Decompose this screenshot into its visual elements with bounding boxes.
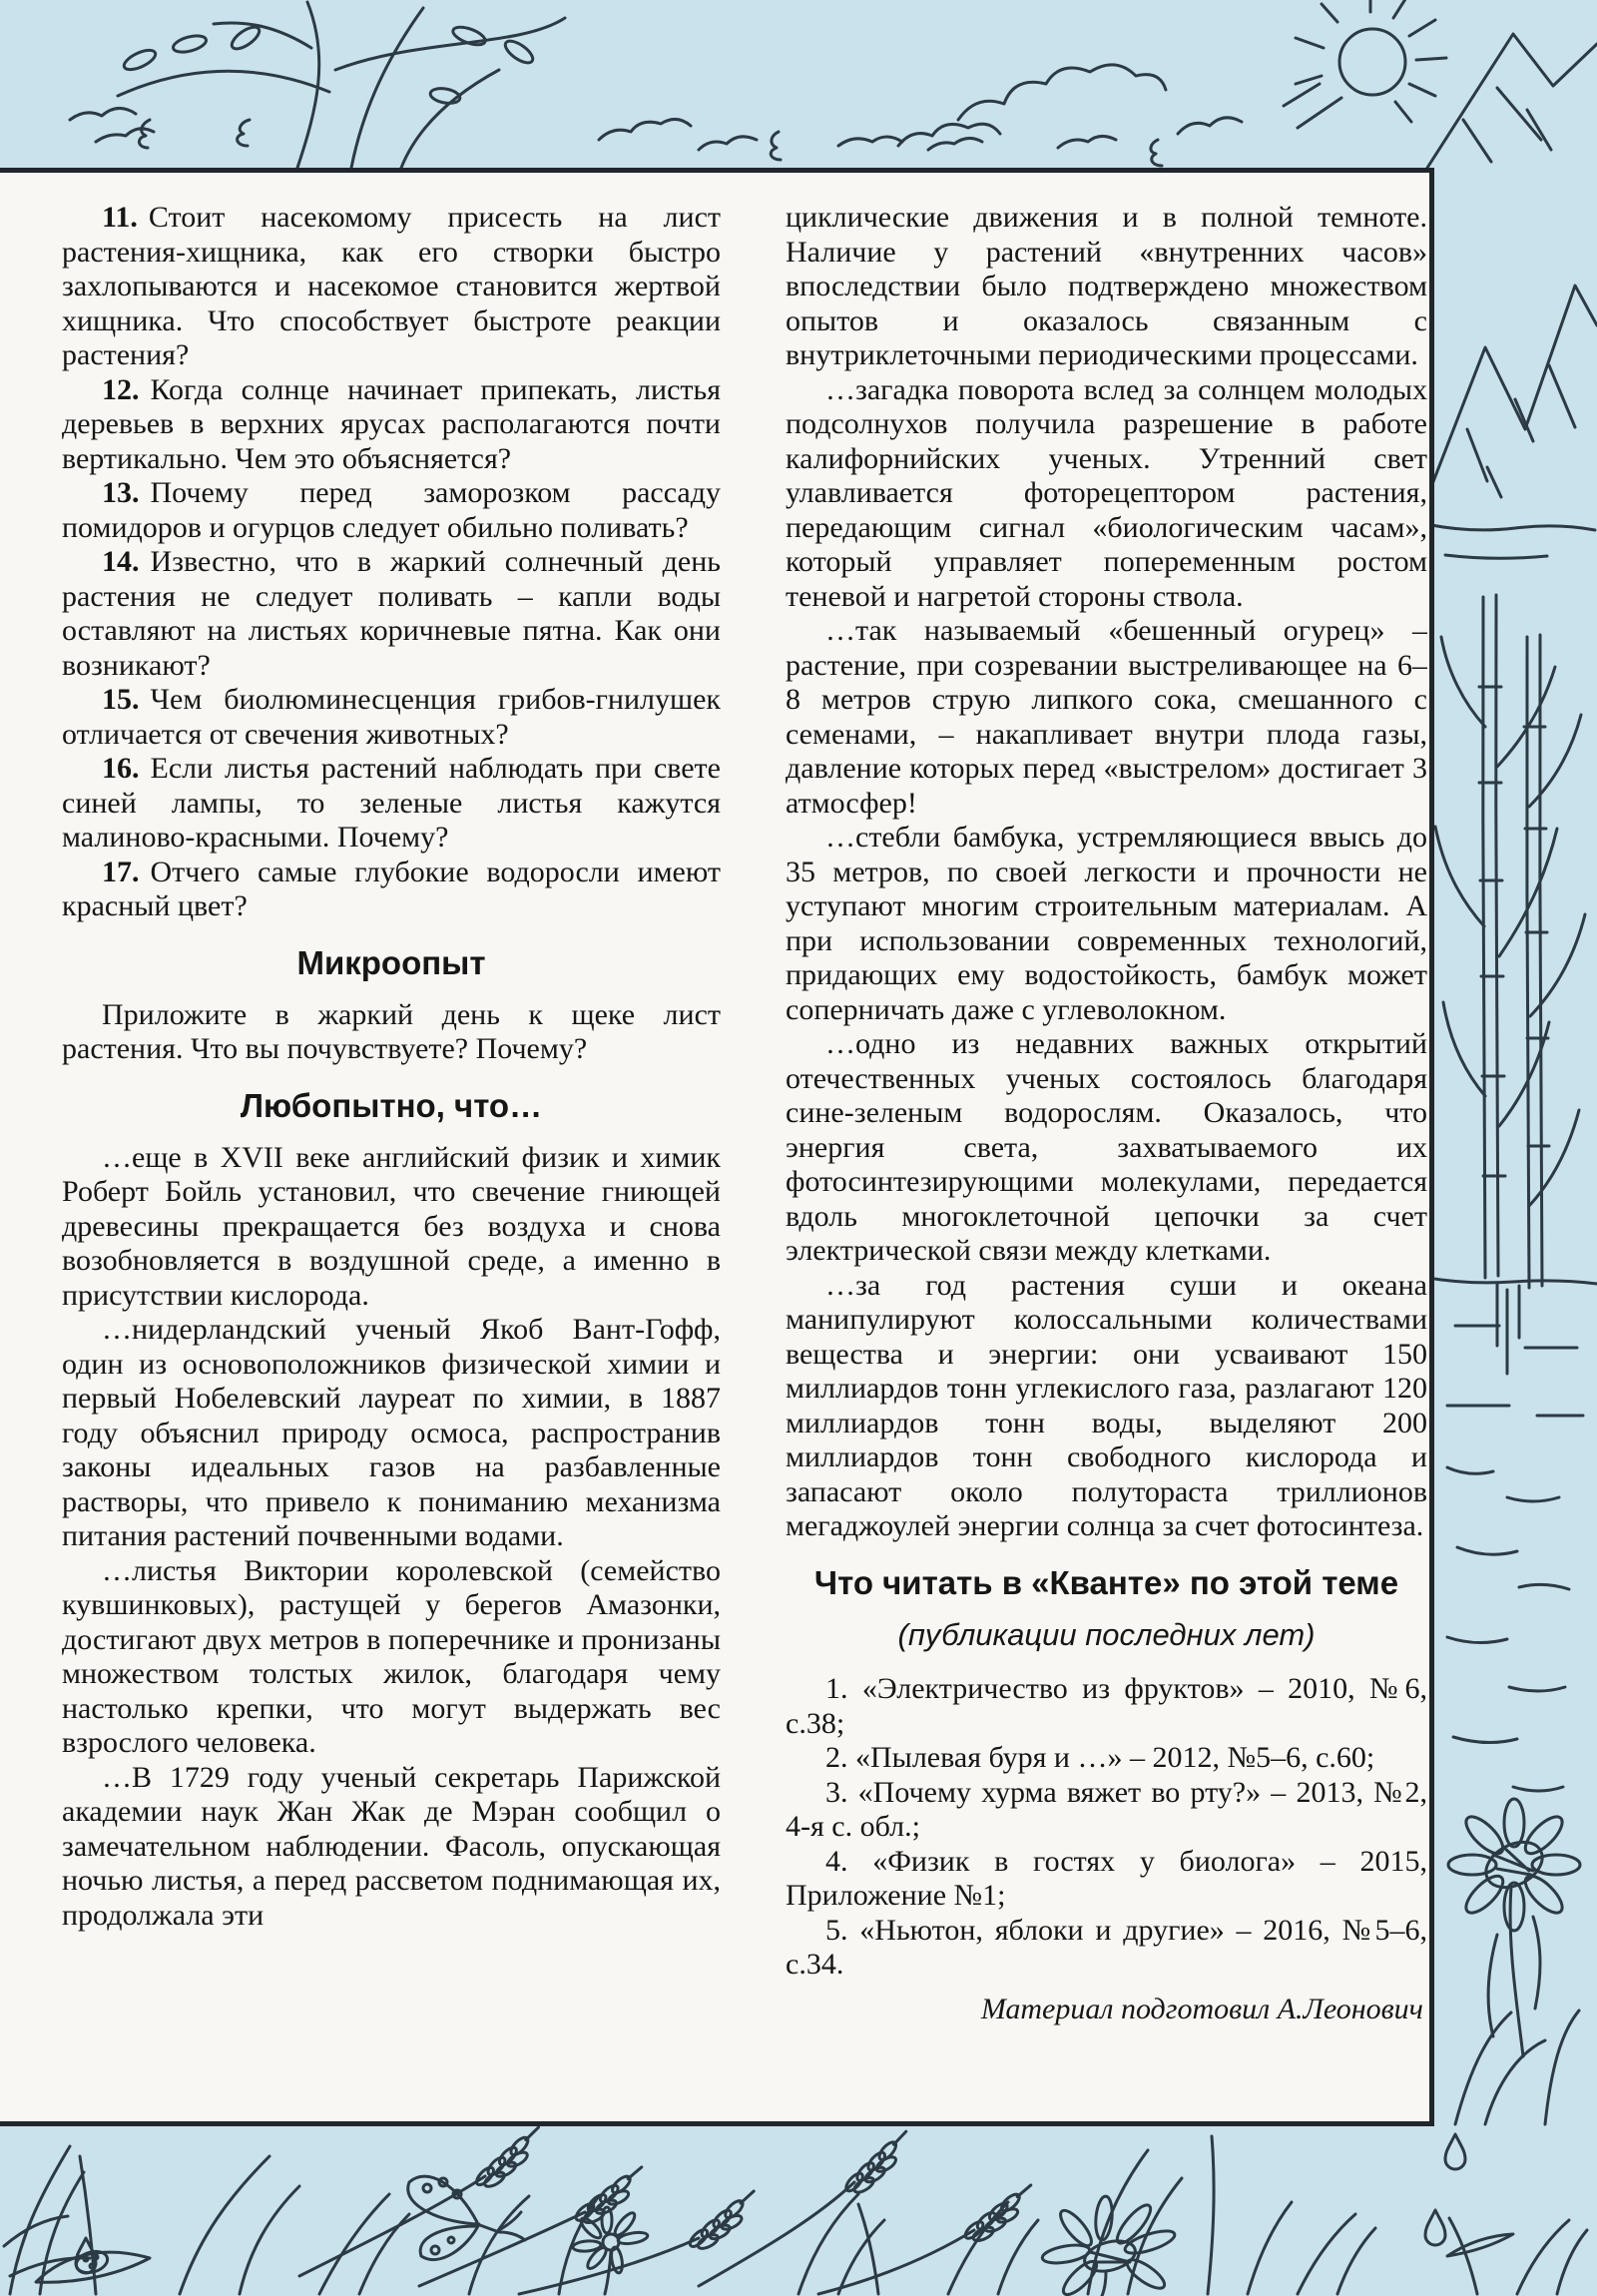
mountains-lake-sketch bbox=[1427, 286, 1597, 558]
question-text: Отчего самые глубокие водоросли имеют красный цвет? bbox=[62, 855, 721, 922]
question-text: Если листья растений наблюдать при свете синей лампы, то зеленые листья кажутся малиново-красными. Почему? bbox=[62, 752, 721, 854]
question-number: 15. bbox=[102, 683, 140, 716]
question-number: 16. bbox=[102, 752, 140, 785]
question-number: 13. bbox=[102, 476, 140, 509]
question-14 bbox=[62, 545, 721, 683]
clouds-sketch bbox=[898, 65, 1242, 146]
micro-experiment-text: Приложите в жаркий день к щеке лист растения. Что вы почувствуете? Почему? bbox=[62, 997, 721, 1065]
question-12 bbox=[62, 373, 721, 477]
question-17 bbox=[62, 856, 721, 924]
daisy-big-sketch bbox=[1041, 2195, 1177, 2296]
question-text: Известно, что в жаркий солнечный день растения не следует поливать – капли воды оставляют на листьях коричневые пятна. Как они возникают? bbox=[62, 545, 721, 682]
right-border-illustration bbox=[1427, 168, 1597, 2126]
read-in-kvant-subheading: (публикации последних лет) bbox=[897, 1616, 1316, 1652]
curious-fact: …за год растения суши и океана манипулируют колоссальными количествами вещества и энергии: они усваивают 150 миллиардов тонн углекислого газа, разлагают 120 миллиардов тонн воды, выделяют 200 миллиардов тонн свободного кислорода и запасают около полутораста триллионов мегаджоулей энергии солнца за счет фотосинтеза. bbox=[786, 1268, 1427, 1542]
question-13 bbox=[62, 476, 721, 545]
sun-sketch bbox=[1284, 0, 1446, 128]
bamboo-sketch bbox=[1435, 595, 1585, 1288]
wheat-ears-sketch bbox=[299, 2127, 1041, 2294]
curious-fact: …стебли бамбука, устремляющиеся ввысь до 35 метров, по своей легкости и прочности не уступают многим строительным материалам. А при использовании современных технологий, придающих ему водостойкость, бамбук может соперничать даже с углеволокном. bbox=[786, 821, 1427, 1026]
curious-fact: …еще в XVII веке английский физик и химик Роберт Бойль установил, что свечение гниющей древесины прекращается без воздуха и снова возобновляется в воздушной среде, а именно в присутствии кислорода. bbox=[62, 1140, 721, 1312]
curious-fact: …нидерландский ученый Якоб Вант-Гофф, один из основоположников физической химии и первый Нобелевский лауреат по химии, в 1887 году объяснил природу осмоса, распространив законы идеальных газов на разбавленные растворы, что привело к пониманию механизма питания растений почвенными водами. bbox=[62, 1313, 721, 1552]
publication-item: 5. «Ньютон, яблоки и другие» – 2016, №5–6, с.34. bbox=[786, 1913, 1427, 1981]
bush-scribbles-sketch bbox=[599, 119, 1162, 166]
question-text: Стоит насекомому присесть на лист растения-хищника, как его створки быстро захлопываются и насекомое становится жертвой хищника. Что способствует быстроте реакции растения? bbox=[62, 201, 721, 371]
bottom-leaves-sketch bbox=[1455, 2010, 1579, 2124]
bottom-border-illustration bbox=[0, 2126, 1597, 2296]
curious-fact: …В 1729 году ученый секретарь Парижской академии наук Жан Жак де Мэран сообщил о замечательном наблюдении. Фасоль, опускающая ночью листья, а перед рассветом поднимающая их, продолжала эти bbox=[62, 1760, 721, 1932]
publication-item: 3. «Почему хурма вяжет во рту?» – 2013, №2, 4-я с. обл.; bbox=[786, 1775, 1427, 1843]
question-text: Чем биолюминесценция грибов-гнилушек отличается от свечения животных? bbox=[62, 683, 721, 751]
question-number: 17. bbox=[102, 855, 140, 888]
right-column bbox=[786, 201, 1427, 2097]
question-15 bbox=[62, 683, 721, 752]
publication-item: 2. «Пылевая буря и …» – 2012, №5–6, с.60; bbox=[825, 1741, 1375, 1774]
sunflower-sketch bbox=[1448, 1799, 1580, 2056]
water-drops-sketch bbox=[76, 2134, 1513, 2273]
publication-item: 1. «Электричество из фруктов» – 2010, №6, с.38; bbox=[786, 1672, 1427, 1740]
mountains-sketch bbox=[1427, 34, 1597, 168]
curious-fact: …одно из недавних важных открытий отечественных ученых состоялось благодаря сине-зеленым водорослям. Оказалось, что энергия света, захватываемого их фотосинтезирующими молекулами, передается вдоль многоклеточной цепочки за счет электрической связи между клетками. bbox=[786, 1027, 1427, 1267]
curious-fact: …так называемый «бешенный огурец» – растение, при созревании выстреливающее на 6–8 метров струю липкого сока, смешанного с семенами, – накапливает внутри плода газы, давление которых перед «выстрелом» достигает 3 атмосфер! bbox=[786, 614, 1427, 820]
grass-sketch bbox=[4, 2136, 1587, 2294]
content-area bbox=[0, 168, 1434, 2126]
top-border-illustration bbox=[0, 0, 1597, 168]
question-number: 11. bbox=[102, 201, 138, 234]
question-11 bbox=[62, 201, 721, 373]
question-text: Почему перед заморозком рассаду помидоров и огурцов следует обильно поливать? bbox=[62, 476, 721, 544]
curious-heading: Любопытно, что… bbox=[240, 1086, 543, 1124]
curious-fact: …загадка поворота вслед за солнцем молодых подсолнухов получила разрешение в работе калифорнийских ученых. Утренний свет улавливается фоторецептором растения, передающим сигнал «биологическим часам», который управляет попеременным ростом теневой и нагретой стороны ствола. bbox=[786, 372, 1427, 613]
publication-item: 4. «Физик в гостях у биолога» – 2015, Приложение №1; bbox=[786, 1844, 1427, 1912]
curious-fact-continued: циклические движения и в полной темноте. Наличие у растений «внутренних часов» впоследствии было подтверждено множеством опытов и оказалось связанным с внутриклеточными периодическими процессами. bbox=[786, 201, 1427, 371]
curious-fact: …листья Виктории королевской (семейство кувшинковых), растущей у берегов Амазонки, достигают двух метров в поперечнике и пронизаны множеством толстых жилок, благодаря чему настолько крепки, что могут выдержать вес взрослого человека. bbox=[62, 1553, 721, 1759]
question-number: 12. bbox=[102, 372, 140, 406]
author-credit: Материал подготовил А.Леонович bbox=[980, 1992, 1423, 2025]
question-text: Когда солнце начинает припекать, листья деревьев в верхних ярусах располагаются почти вертикально. Чем это объясняется? bbox=[62, 372, 721, 475]
micro-experiment-heading: Микроопыт bbox=[296, 943, 486, 981]
question-number: 14. bbox=[102, 545, 140, 578]
read-in-kvant-heading: Что читать в «Кванте» по этой теме bbox=[813, 1563, 1399, 1601]
left-column bbox=[62, 201, 721, 2097]
question-16 bbox=[62, 752, 721, 856]
pond-reeds-sketch bbox=[1427, 1278, 1597, 1791]
tree-sketch bbox=[70, 2, 565, 168]
